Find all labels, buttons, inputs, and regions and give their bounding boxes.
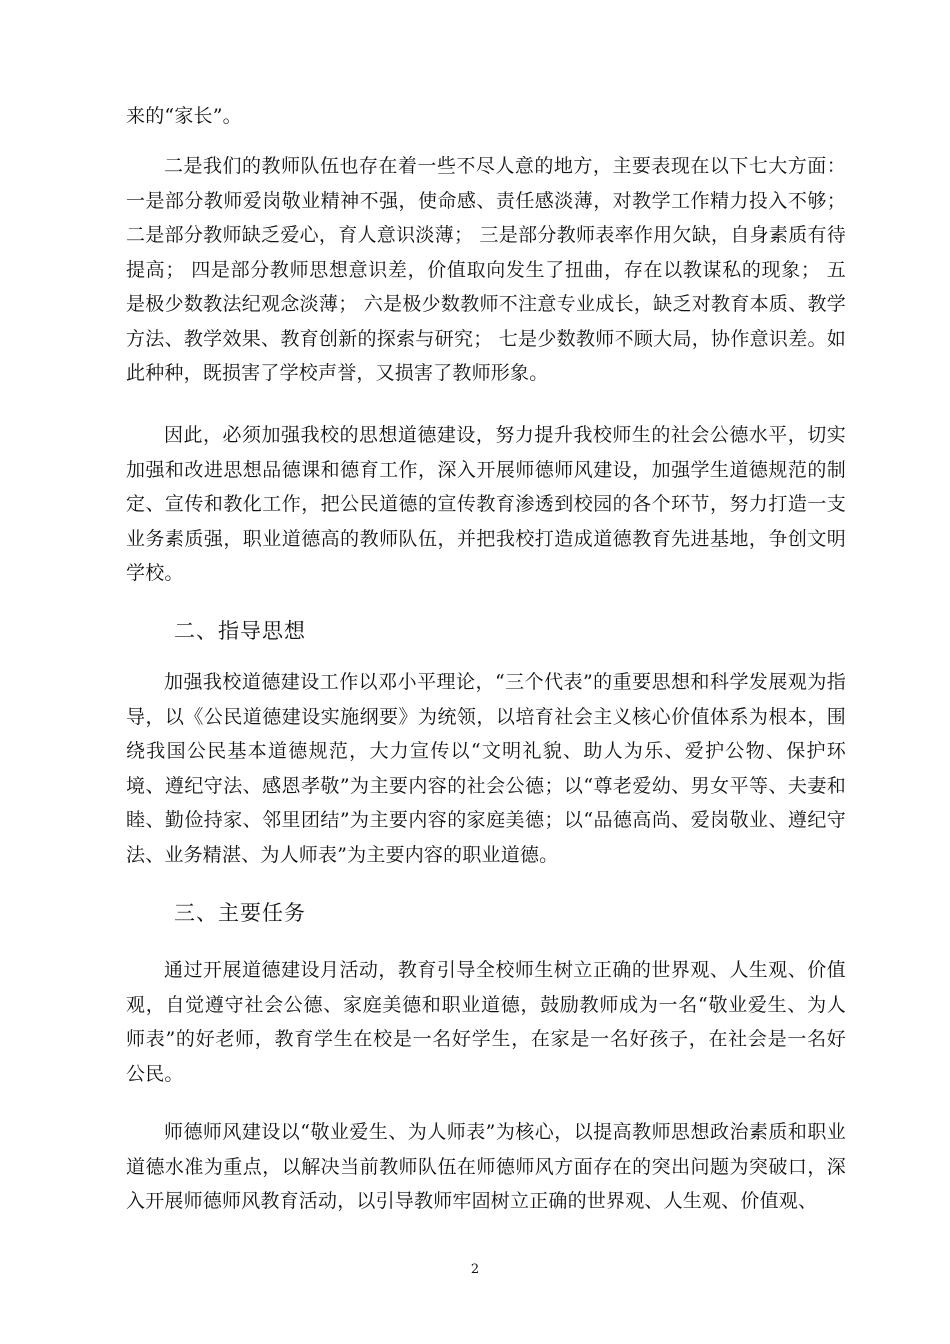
paragraph-teacher-issues: 二是我们的教师队伍也存在着一些不尽人意的地方，主要表现在以下七大方面：一是部分教师爱岗敬业精神不强，使命感、责任感淡薄，对教学工作精力投入不够； 二是部分教师缺乏爱心，育人意识淡薄； 三是部分教师表率作用欠缺，自身素质有待提高； 四是部分教师思想意识差，价值取向发生了扭曲，存在以教谋私的现象； 五是极少数教法纪观念淡薄； 六是极少数教师不注意专业成长，缺乏对教育本质、教学方法、教学效果、教育创新的探索与研究； 七是少数教师不顾大局，协作意识差。如此种种，既损害了学校声誉，又损害了教师形象。 [126, 155, 846, 384]
paragraph-guiding-ideology: 加强我校道德建设工作以邓小平理论，“三个代表”的重要思想和科学发展观为指导，以《公民道德建设实施纲要》为统领，以培育社会主义核心价值体系为根本，围绕我国公民基本道德规范，大力宣传以“文明礼貌、助人为乐、爱护公物、保护环境、遵纪守法、感恩孝敬”为主要内容的社会公德；以“尊老爱幼、男女平等、夫妻和睦、勤俭持家、邻里团结”为主要内容的家庭美德；以“品德高尚、爱岗敬业、遵纪守法、业务精湛、为人师表”为主要内容的职业道德。 [126, 671, 846, 866]
page-number: 2 [470, 1262, 480, 1277]
paragraph-continuation: 来的“家长”。 [126, 105, 242, 127]
section-heading-guiding-ideology: 二、指导思想 [174, 619, 306, 643]
section-heading-main-tasks: 三、主要任务 [174, 901, 306, 925]
paragraph-conclusion: 因此，必须加强我校的思想道德建设，努力提升我校师生的社会公德水平，切实加强和改进思想品德课和德育工作，深入开展师德师风建设，加强学生道德规范的制定、宣传和教化工作，把公民道德的宣传教育渗透到校园的各个环节，努力打造一支业务素质强，职业道德高的教师队伍，并把我校打造成道德教育先进基地，争创文明学校。 [126, 424, 846, 584]
paragraph-teacher-ethics: 师德师风建设以“敬业爱生、为人师表”为核心，以提高教师思想政治素质和职业道德水准为重点，以解决当前教师队伍在师德师风方面存在的突出问题为突破口，深入开展师德师风教育活动，以引导教师牢固树立正确的世界观、人生观、价值观、 [126, 1121, 846, 1212]
paragraph-main-tasks: 通过开展道德建设月活动，教育引导全校师生树立正确的世界观、人生观、价值观，自觉遵守社会公德、家庭美德和职业道德，鼓励教师成为一名“敬业爱生、为人师表”的好老师，教育学生在校是一名好学生，在家是一名好孩子，在社会是一名好公民。 [126, 959, 846, 1085]
